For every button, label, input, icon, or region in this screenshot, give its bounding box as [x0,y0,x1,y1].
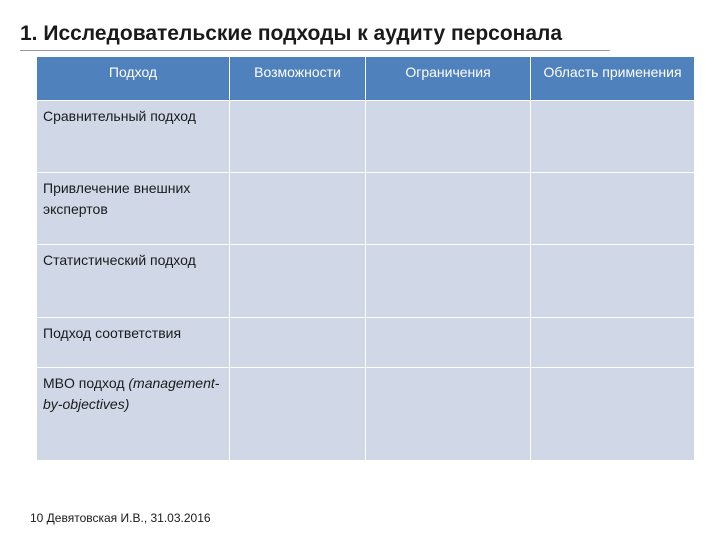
table-row [37,318,695,368]
approach-cell [37,101,230,173]
table-row [37,101,695,173]
approach-label: Статистический подход [43,252,196,268]
approach-cell [37,368,230,461]
limitations-cell [366,368,531,461]
approach-table [36,56,695,461]
header-limitations: Ограничения [366,57,531,101]
scope-cell [531,318,695,368]
approach-cell [37,173,230,245]
header-capabilities: Возможности [230,57,366,101]
scope-cell [531,245,695,318]
slide-title: 1. Исследовательские подходы к аудиту персонала [20,22,563,45]
limitations-cell [366,101,531,173]
scope-cell [531,101,695,173]
table-row [37,368,695,461]
header-approach: Подход [37,57,230,101]
capabilities-cell [230,173,366,245]
capabilities-cell [230,101,366,173]
scope-cell [531,368,695,461]
limitations-cell [366,173,531,245]
table-header-row [37,57,695,101]
approach-label: Подход соответствия [43,325,182,341]
header-scope: Область применения [531,57,695,101]
approach-cell [37,245,230,318]
scope-cell [531,173,695,245]
limitations-cell [366,318,531,368]
slide-footer: 10 Девятовская И.В., 31.03.2016 [30,511,211,525]
limitations-cell [366,245,531,318]
approach-label: Привлечение внешних экспертов [43,180,191,217]
table-row [37,245,695,318]
capabilities-cell [230,318,366,368]
approach-sublabel: (management-by-objectives) [43,375,220,412]
capabilities-cell [230,368,366,461]
approach-cell [37,318,230,368]
capabilities-cell [230,245,366,318]
title-divider [20,50,610,51]
approach-label: MBO подход [43,375,125,391]
table-row [37,173,695,245]
approach-label: Сравнительный подход [43,108,196,124]
